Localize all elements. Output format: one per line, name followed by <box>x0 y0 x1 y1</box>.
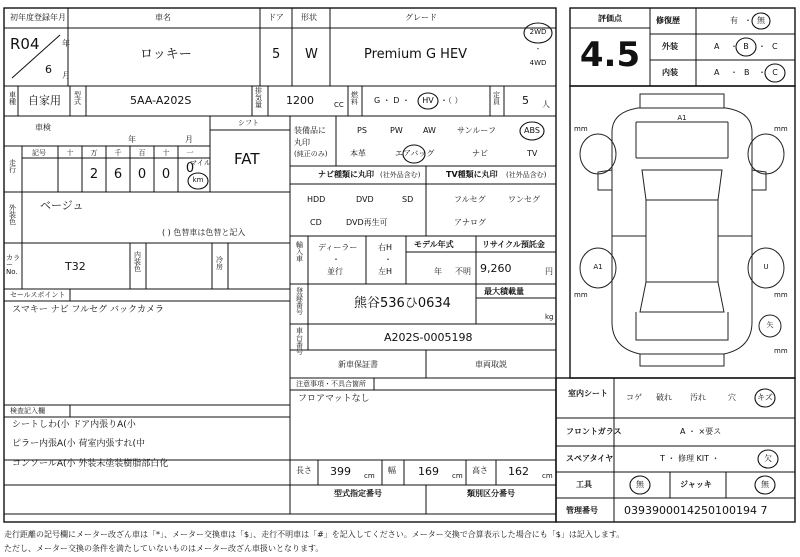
cooler-label: 冷房 <box>216 256 223 271</box>
diagram-mark-dent: 矢 <box>766 321 774 329</box>
mileage-digit: 0 <box>137 167 147 182</box>
mm-mark-5: mm <box>774 347 788 355</box>
repair-yes: 有 <box>730 16 738 25</box>
displacement-label: 排気量 <box>255 87 262 109</box>
tv-note: (社外品含む) <box>506 171 547 179</box>
equipment-label-3: (純正のみ) <box>294 150 328 158</box>
model-label: 型式 <box>74 91 81 106</box>
mileage-unit-3: 百 <box>138 149 146 157</box>
drive-2wd: 2WD <box>529 28 547 36</box>
model-year-label: モデル年式 <box>414 240 454 249</box>
displacement-unit: CC <box>334 101 344 109</box>
usage-value: 自家用 <box>28 94 61 107</box>
caution-label: 注意事項・不具合箇所 <box>296 380 366 388</box>
footer-note-2: ただし、メーター交換の条件を満たしていないものはメーター改ざん車扱いとなります。 <box>4 544 324 553</box>
tools-label: 工具 <box>576 480 592 489</box>
import-label: 輸入車 <box>296 241 303 263</box>
inspector-label: 検査記入欄 <box>10 407 45 415</box>
exterior-dot-1: ・ <box>730 42 738 51</box>
first-reg-month: 6 <box>45 63 52 76</box>
warranty-label: 新車保証書 <box>338 360 378 369</box>
door-label: ドア <box>268 13 284 22</box>
score-value: 4.5 <box>579 35 641 75</box>
shift-label: シフト <box>238 119 259 127</box>
equipment-abs: ABS <box>524 126 540 135</box>
model-year-unknown: 不明 <box>455 267 471 276</box>
chassis-value: A202S-0005198 <box>384 331 473 344</box>
jack-label: ジャッキ <box>680 480 712 489</box>
shaken-month-unit: 月 <box>185 135 193 144</box>
right-hand-option: 右H <box>378 243 393 252</box>
navi-sd: SD <box>402 195 414 204</box>
tv-analog: アナログ <box>454 218 486 227</box>
mileage-digit: 0 <box>185 161 195 176</box>
drive-dot: ・ <box>534 45 542 53</box>
exterior-color-label: 外装色 <box>9 204 16 226</box>
registration-label: 登録番号 <box>296 287 303 316</box>
diagram-mark-left: A1 <box>593 263 603 271</box>
capacity-unit: 人 <box>542 100 550 109</box>
recycle-label: リサイクル預託金 <box>482 240 545 249</box>
seat-hole: 穴 <box>728 393 736 402</box>
tv-oneseg: ワンセグ <box>508 195 540 204</box>
length-label: 長さ <box>296 466 312 475</box>
shape-label: 形状 <box>301 13 317 22</box>
mm-mark-2: mm <box>774 125 788 133</box>
shaken-year-unit: 年 <box>128 135 136 144</box>
exterior-grade-label: 外装 <box>662 42 678 51</box>
exterior-grade-a: A <box>714 42 720 51</box>
length-value: 399 <box>330 465 351 478</box>
model-year-unit: 年 <box>434 267 442 276</box>
navi-note: (社外品含む) <box>380 171 421 179</box>
repair-label: 修復歴 <box>656 16 680 25</box>
drive-4wd: 4WD <box>529 59 547 67</box>
mm-mark-1: mm <box>574 125 588 133</box>
grade-label: グレード <box>405 13 437 22</box>
door-value: 5 <box>272 47 281 62</box>
capacity-value: 5 <box>522 94 529 107</box>
mm-mark-4: mm <box>774 291 788 299</box>
exterior-grade-b: B <box>743 42 749 51</box>
footer-note-1: 走行距離の記号欄にメーター改ざん車は「*」、メーター交換車は「$」、走行不明車は「#」を記入してください。メーター交換で合算表示した場合にも「$」は記入します。 <box>4 530 625 539</box>
equipment-navi: ナビ <box>472 149 488 158</box>
spare-options: T ・ 修理 KIT ・ <box>660 454 720 463</box>
shaken-label: 車検 <box>35 123 51 132</box>
mileage-digit: 0 <box>161 167 171 182</box>
navi-dvd: DVD <box>356 195 374 204</box>
year-unit: 年 <box>62 39 70 48</box>
interior-color-label: 内装色 <box>134 251 141 273</box>
seat-label: 室内シート <box>568 389 608 398</box>
length-unit: cm <box>364 472 375 480</box>
mgmt-label: 管理番号 <box>566 506 598 515</box>
inspector-line-3: コンソールA(小 外装未塗装樹脂部白化 <box>12 459 169 469</box>
mileage-sign-label: 記号 <box>32 149 46 157</box>
mileage-digit: 6 <box>113 167 123 182</box>
dealer-dot: ・ <box>332 255 340 264</box>
color-no-label: カラーNo. <box>6 254 20 276</box>
shape-value: W <box>305 47 318 62</box>
car-diagram <box>580 94 784 366</box>
type-designation-label: 型式指定番号 <box>334 489 382 498</box>
km-label: km <box>192 176 204 184</box>
capacity-label: 定員 <box>493 91 500 106</box>
displacement-value: 1200 <box>286 94 314 107</box>
registration-value: 熊谷536ひ0634 <box>354 296 451 311</box>
max-load-label: 最大積載量 <box>484 287 524 296</box>
mile-label: マイル <box>190 159 211 167</box>
glass-label: フロントガラス <box>566 427 622 436</box>
grade-value: Premium G HEV <box>364 47 468 62</box>
interior-dot-2: ・ <box>758 68 766 77</box>
month-unit: 月 <box>62 71 70 80</box>
recycle-yen: 円 <box>545 267 553 276</box>
hand-dot: ・ <box>384 255 392 264</box>
equipment-pw: PW <box>390 126 403 135</box>
first-reg-label: 初年度登録年月 <box>10 13 66 22</box>
caution-value: フロアマットなし <box>298 394 370 404</box>
interior-grade-b: B <box>744 68 750 77</box>
recycle-value: 9,260 <box>480 262 512 275</box>
manual-label: 車両取説 <box>475 360 507 369</box>
model-value: 5AA-A202S <box>130 94 192 107</box>
usage-label: 車種 <box>9 91 16 106</box>
color-change-note: ( ) 色替車は色替と記入 <box>162 228 246 237</box>
seat-dirt: 汚れ <box>690 393 706 402</box>
car-name-value: ロッキー <box>140 47 192 62</box>
parallel-option: 並行 <box>327 267 343 276</box>
mileage-unit-0: 十 <box>66 149 74 157</box>
seat-tear: 破れ <box>656 393 672 402</box>
seat-burn: コゲ <box>626 393 642 402</box>
left-hand-option: 左H <box>378 267 393 276</box>
tv-fullseg: フルセグ <box>454 195 486 204</box>
tv-label: TV種類に丸印 <box>446 170 498 179</box>
navi-dvd-play: DVD再生可 <box>346 218 388 227</box>
chassis-label: 車台番号 <box>296 327 303 356</box>
spare-selected: 欠 <box>764 454 772 463</box>
diagram-mark-top: A1 <box>677 114 687 122</box>
sales-point-value: スマキー ナビ フルセグ バックカメラ <box>12 305 165 315</box>
score-label: 評価点 <box>598 14 622 23</box>
seat-scratch: キズ <box>757 393 773 402</box>
fuel-selected: HV <box>422 96 434 105</box>
mileage-unit-5: 一 <box>186 149 194 157</box>
navi-hdd: HDD <box>307 195 326 204</box>
repair-dot: ・ <box>744 16 752 25</box>
diagram-mark-right: U <box>763 263 769 271</box>
first-reg-value: R04 <box>10 35 40 53</box>
width-value: 169 <box>418 465 439 478</box>
mm-mark-3: mm <box>574 291 588 299</box>
mileage-unit-4: 十 <box>162 149 170 157</box>
width-unit: cm <box>452 472 463 480</box>
exterior-grade-c: C <box>772 42 778 51</box>
interior-dot-1: ・ <box>730 68 738 77</box>
exterior-color-value: ベージュ <box>40 199 84 212</box>
dealer-option: ディーラー <box>318 243 358 252</box>
fuel-label: 燃料 <box>351 91 358 106</box>
navi-label: ナビ種類に丸印 <box>318 170 374 179</box>
mileage-digit: 2 <box>89 167 99 182</box>
jack-value: 無 <box>761 480 769 489</box>
exterior-dot-2: ・ <box>758 42 766 51</box>
fuel-paren: ・（ ） <box>440 96 463 105</box>
interior-grade-label: 内装 <box>662 68 678 77</box>
fuel-options: G ・ D ・ <box>374 96 410 105</box>
inspector-line-1: シートしわ(小 ドア内張りA(小 <box>12 420 136 430</box>
shift-value: FAT <box>234 150 260 168</box>
height-value: 162 <box>508 465 529 478</box>
height-unit: cm <box>542 472 553 480</box>
equipment-tv: TV <box>527 149 538 158</box>
max-load-unit: kg <box>545 313 554 321</box>
navi-cd: CD <box>310 218 322 227</box>
mileage-label: 走行 <box>9 159 16 174</box>
spare-label: スペアタイヤ <box>566 454 614 463</box>
repair-no: 無 <box>757 16 765 25</box>
sales-point-label: セールスポイント <box>10 291 66 299</box>
tools-value: 無 <box>636 480 644 489</box>
interior-grade-c: C <box>772 68 778 77</box>
mileage-unit-1: 万 <box>90 149 98 157</box>
inspector-line-2: ピラー内張A(小 荷室内張すれ(中 <box>12 439 146 449</box>
equipment-label-2: 丸印 <box>294 138 310 147</box>
equipment-aw: AW <box>423 126 436 135</box>
width-label: 幅 <box>388 466 396 475</box>
equipment-airbag: エアバッグ <box>395 149 435 158</box>
interior-grade-a: A <box>714 68 720 77</box>
equipment-leather: 本革 <box>350 149 366 158</box>
mgmt-value: 0393900014250100194 7 <box>624 504 768 517</box>
height-label: 高さ <box>472 466 488 475</box>
equipment-label-1: 装備品に <box>294 126 326 135</box>
glass-options: A ・ ×要ス <box>680 427 722 436</box>
equipment-ps: PS <box>357 126 367 135</box>
color-no-value: T32 <box>65 260 86 273</box>
equipment-sunroof: サンルーフ <box>457 126 496 135</box>
category-label: 類別区分番号 <box>467 489 515 498</box>
mileage-unit-2: 千 <box>114 149 122 157</box>
car-name-label: 車名 <box>155 13 171 22</box>
